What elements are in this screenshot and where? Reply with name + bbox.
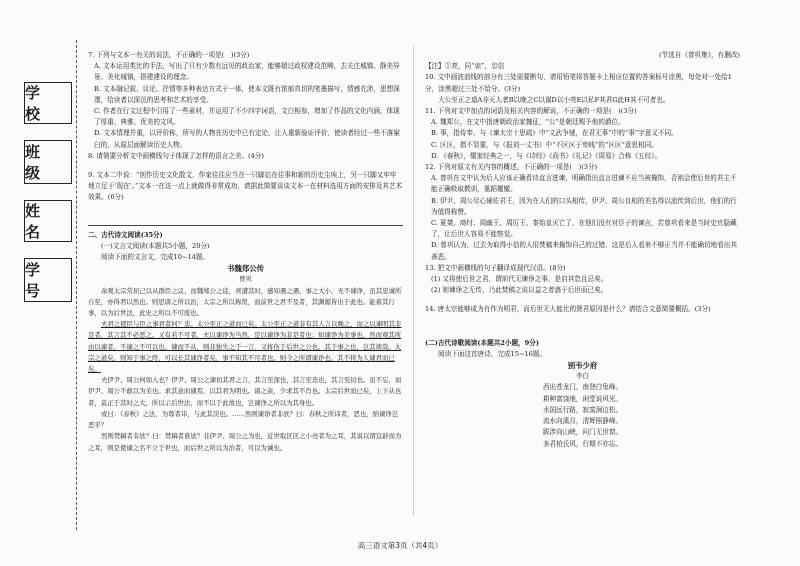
seal-line bbox=[76, 40, 77, 530]
left-column bbox=[88, 50, 403, 454]
passage-source: (节选自《曾巩集》，有删改) bbox=[659, 51, 740, 59]
q11-option-a: A. 魏郑公，在文中指唐朝政治家魏征，“公”是朝廷赐予他的爵位。 bbox=[431, 118, 625, 127]
poem-title: 别韦少府 bbox=[567, 361, 598, 371]
q11: 11. 下列对文中加点的词语及相关内容的解说，不正确的一项是( )(3分) bbox=[425, 107, 637, 116]
q12-option-b: B. 伊尹、周公尽心辅佐君王，因为在人们的口头相传，伊尹、周公良相的美名得以流传到后世，他们的行为值得称赞。 bbox=[431, 196, 737, 216]
passage-paragraph: 然则焚稿者非欤？曰：焚稿者谁欤？非伊尹、周公之为也，近世取区区之小亮者为之耳，其说以谓宜辟而为之耳，则是使谏之名不立于世也，而后世之所以为治者，可以为诫也。 bbox=[88, 432, 402, 452]
passage-paragraph: 或曰：《春秋》之法，为尊者讳，与此其戾也。……然则谏诤者非欤？曰：春秋之所讳者，恶也，纳谏诤岂恶乎？ bbox=[88, 409, 399, 430]
q12-option-c: C. 夏桀、商纣、周幽王、周厉王、秦始皇灭亡了，在他们没有对臣子的谏言，若曾巩看来是当时史官隐藏了，让后世人容易不能察觉。 bbox=[431, 219, 737, 239]
q7-option-a: A. 文本运用类比的手法，写出了只有少数有远见的政治家，能够超过政权建设范畴，去关注城镇、静美异景、美化城镇，搭建建设的理念。 bbox=[94, 62, 400, 82]
subsection-1-instruction: 阅读下面的文言文，完成10~14题。 bbox=[101, 253, 210, 262]
poem-line: 跋涉向山峡，问门无世窗。 bbox=[542, 428, 623, 437]
page-footer: 高三语文第3页（共4页） bbox=[357, 541, 443, 550]
subsection-2: (二)古代诗歌阅读(本题共2小题，9分) bbox=[425, 338, 539, 347]
passage-paragraph: 余观太宗常屈己以从群臣之议，而魏郑公之徒，喜遭其时，感知遇之遇，事之大小，无不谏诤，虽其忠诚所自至，亦得君以然也。则思唐之所以治，太宗之所以称贤，而前世之君不及者，其渊源皆出于此也。能着其行事，以为后世法，此史之所以不可废也。 bbox=[88, 286, 402, 318]
q10: 10. 文中画波浪线的部分有三处需要断句，请用铅笔将答题卡上相应位置的答案标号涂黑，每处对一处给1分，涂黑超过三处不给分。(3分) bbox=[425, 73, 732, 93]
annotation-note: 【注】①亮，同“谅”，忠信 bbox=[425, 62, 505, 71]
poem-line: 西出苍龙门，南登白兔峰。 bbox=[542, 383, 623, 392]
poem bbox=[425, 360, 740, 450]
poem-line: 水国远行路，寂寞涧边松。 bbox=[542, 405, 623, 414]
name-label: 姓 名 bbox=[24, 200, 72, 242]
q7-option-b: B. 文本融记叙、议论、抒情等多种表达方式于一体，使本文既有浓郁真切的笔墨描写，情感充沛，思想深邃，给读者以深沉的思考和艺术的享受。 bbox=[94, 84, 400, 104]
q11-option-b: B. 事，指侍奉，与《谏太宗十思疏》中“文武争驰，在君无事”中的“事”字意义不同。 bbox=[431, 129, 678, 138]
q13-item-1: (1) 又将使后世之君，谓前代无谏诤之事，是启其怠且忌矣。 bbox=[431, 275, 608, 284]
section-divider bbox=[88, 225, 403, 226]
binding-strip bbox=[10, 40, 80, 530]
poem-line: 流水向溪月，清辉照静峰。 bbox=[542, 417, 623, 426]
q7: 7. 下列与文本一有关的说法，不正确的一项是( )(3分) bbox=[88, 51, 250, 59]
q12-option-d: D. 曾巩认为，过去为取得小信的人用焚稿来掩饰自己的过错，这是后人看来不够正当并不能确切地看出其善恶。 bbox=[431, 241, 737, 261]
q11-option-d: D. 《春秋》，儒家经典之一，与《诗经》《尚书》《礼记》《周易》合称《五经》。 bbox=[431, 151, 662, 160]
poem-line: 耕种富饶地，闲堂说风光。 bbox=[542, 394, 623, 403]
q13: 13. 把文中画横线的句子翻译成现代汉语。(8分) bbox=[425, 263, 566, 272]
passage-paragraph: 夫伊尹、周公何如人也？伊尹、周公之谏切其君之言，其言至深也，其言至忠也，其言至切也。虽不忘，而伊尹、周公不敢以为美也。求其意而谏焉，以其君为明也。诸之余，少求其不肖也。太宗后世而已矣，上下从也者，莫正于其时之大，所以示后世法，而不以于此故也，岂谏诤之所以为其身也。 bbox=[88, 376, 402, 407]
class-label: 班 级 bbox=[24, 140, 72, 184]
q10-text: 大公至正之道A非天人者B以晚之C以谋D以小亮E以私F其君G此H其不可者也。 bbox=[438, 95, 670, 104]
subsection-2-instruction: 阅读下面这首唐诗，完成15~16题。 bbox=[438, 349, 547, 358]
school-label: 学 校 bbox=[24, 82, 72, 124]
q8: 8. 请简要分析文中画横线句子体现了怎样的语言之美。(4分) bbox=[88, 151, 264, 160]
q12-option-a: A. 曾巩在文中认为后人应该正确看待直言进谏，明确指出直言进谏不应当被掩饰，否则会使后世的君主不能正确吸取教训，重蹈覆辙。 bbox=[431, 174, 737, 194]
number-label: 学 号 bbox=[24, 258, 72, 302]
poem-line: 多君柏氏风，行期不亦忘。 bbox=[542, 439, 623, 448]
q9: 9. 文本二中说：“创作历史文化散文，作家往往应当在一只脚站在往事和新的历史尘埃上，另一只脚又牢牢地立足于‘现在’。”文本一在这一点上就做得非常成功，请据此简要谈谈文本一在材料选用方面的安排及其艺术效果。(6分) bbox=[88, 171, 403, 202]
subsection-1: (一)文言文阅读(本题共5小题，20分) bbox=[101, 241, 210, 250]
passage-paragraph: 夫君之使臣与臣之事君者何？忠。太公至正之道而已矣。太公至正之道非有其人言以晚之，而之以谏明其非是者，其言其不必恶之。又有若不可者，夫以谏诤为当然，是以谏诤为非是者也；知谏诤为美事也，然而观其所由以谏者，不谏之不可以也。谏而不从，则非独失之于一言，又将伤于后世之公也。其于事之也，岂其谀哉。太宗之道矣，则知于事之终，可以长其谏诤者矣，事不知其不可者也。则今之所谓谏诤也，其不将为人谏君而已矣。 bbox=[88, 320, 402, 374]
q7-option-d: D. 文本情理并重，以评价称，所写的人物在历史中已有定论，让人重新验证评价，使读者经过一些不落窠臼的，从原层面解读历史人物。 bbox=[94, 129, 400, 149]
q11-option-c: C. 区区，指不显要，与《报刘一丈书》中“不区区于卑贱”的“区区”意思相同。 bbox=[431, 140, 658, 149]
q13-item-2: (2) 则谏诤之无传，乃此焚稿之说以益之者惑于后世而已矣。 bbox=[431, 286, 608, 295]
passage-author: 曾巩 bbox=[239, 275, 252, 284]
q12: 12. 下列对原文有关内容的概述，不正确的一项是( )(3分) bbox=[425, 163, 598, 172]
section-2-heading: 二、古代诗文阅读(35分) bbox=[88, 230, 163, 239]
passage-title: 书魏郑公传 bbox=[227, 264, 264, 274]
poem-author: 李白 bbox=[575, 372, 590, 381]
right-column bbox=[425, 50, 740, 450]
column-divider bbox=[413, 46, 414, 516]
q14: 14. 唐太宗能够成为有作为明君，而后世无人能比的贤君原因是什么？请结合文意简要概括。(3分) bbox=[425, 305, 711, 314]
q7-option-c: C. 作者在行文过程中引用了一些素材，并运用了不少四字词语，文白相参，增加了作品的文化内涵，体现了厚重、典雅、优美的文风。 bbox=[94, 107, 400, 127]
